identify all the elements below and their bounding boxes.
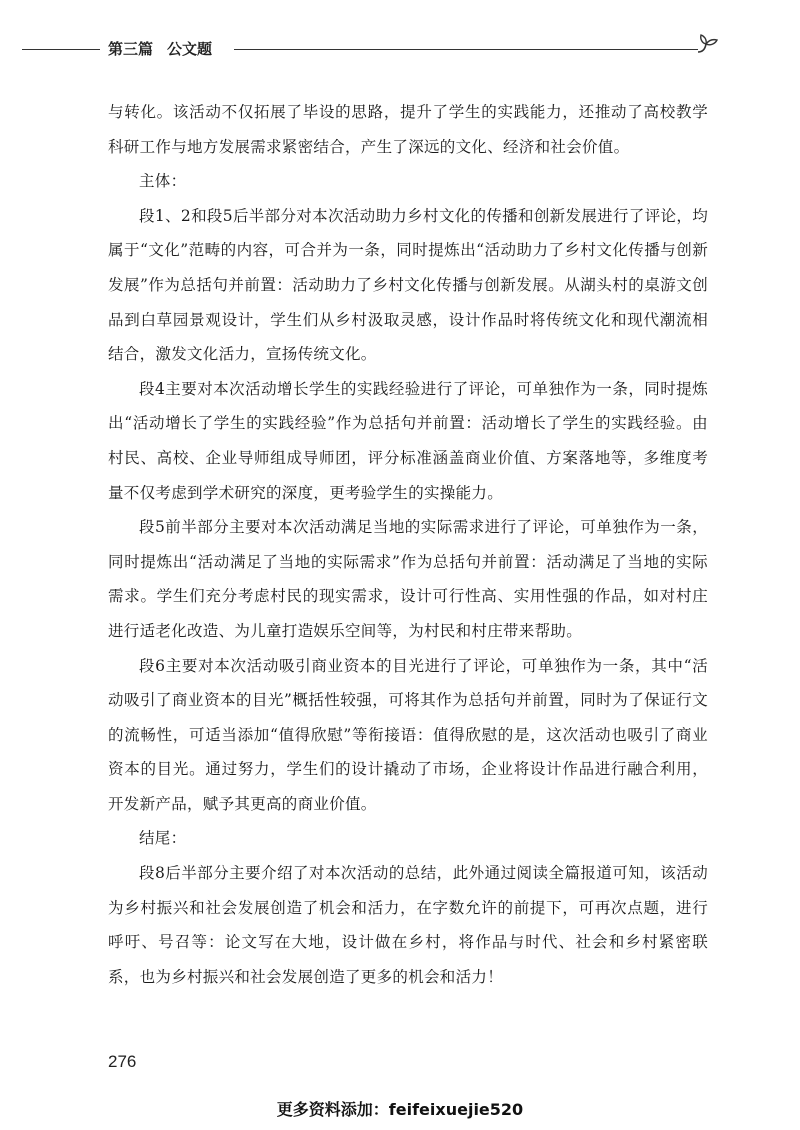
header-section: 公文题 (167, 40, 213, 58)
paragraph-continuation: 与转化。该活动不仅拓展了毕设的思路，提升了学生的实践能力，还推动了高校教学科研工作与地方发展需求紧密结合，产生了深远的文化、经济和社会价值。 (108, 103, 708, 156)
sprout-icon (692, 30, 722, 60)
subheading-body: 主体： (139, 172, 187, 191)
running-header (22, 30, 722, 60)
header-label (100, 38, 234, 60)
page-number: 276 (108, 1052, 137, 1071)
paragraph-local-needs: 段5前半部分主要对本次活动满足当地的实际需求进行了评论，可单独作为一条，同时提炼出“活动满足了当地的实际需求”作为总括句并前置：活动满足了当地的实际需求。学生们充分考虑村民的现实需求，设计可行性高、实用性强的作品，如对村庄进行适老化改造、为儿童打造娱乐空间等，为村民和村庄带来帮助。 (108, 518, 708, 640)
header-part: 第三篇 (108, 40, 154, 58)
paragraph-experience: 段4主要对本次活动增长学生的实践经验进行了评论，可单独作为一条，同时提炼出“活动增长了学生的实践经验”作为总括句并前置：活动增长了学生的实践经验。由村民、高校、企业导师组成导师团，评分标准涵盖商业价值、方案落地等，多维度考量不仅考虑到学术研究的深度，更考验学生的实操能力。 (108, 379, 708, 502)
subheading-ending: 结尾： (139, 829, 187, 848)
paragraph-capital: 段6主要对本次活动吸引商业资本的目光进行了评论，可单独作为一条，其中“活动吸引了商业资本的目光”概括性较强，可将其作为总括句并前置，同时为了保证行文的流畅性，可适当添加“值得欣慰”等衔接语：值得欣慰的是，这次活动也吸引了商业资本的目光。通过努力，学生们的设计撬动了市场，企业将设计作品进行融合利用，开发新产品，赋予其更高的商业价值。 (108, 656, 708, 813)
body-text (108, 95, 708, 994)
paragraph-culture: 段1、2和段5后半部分对本次活动助力乡村文化的传播和创新发展进行了评论，均属于“文化”范畴的内容，可合并为一条，同时提炼出“活动助力了乡村文化传播与创新发展”作为总括句并前置：活动助力了乡村文化传播与创新发展。从湖头村的桌游文创品到白草园景观设计，学生们从乡村汲取灵感，设计作品时将传统文化和现代潮流相结合，激发文化活力，宣扬传统文化。 (108, 206, 708, 364)
paragraph-conclusion: 段8后半部分主要介绍了对本次活动的总结，此外通过阅读全篇报道可知，该活动为乡村振兴和社会发展创造了机会和活力，在字数允许的前提下，可再次点题，进行呼吁、号召等：论文写在大地，设计做在乡村，将作品与时代、社会和乡村紧密联系，也为乡村振兴和社会发展创造了更多的机会和活力！ (108, 864, 708, 986)
footer-note: 更多资料添加：feifeixuejie520 (276, 1100, 524, 1119)
